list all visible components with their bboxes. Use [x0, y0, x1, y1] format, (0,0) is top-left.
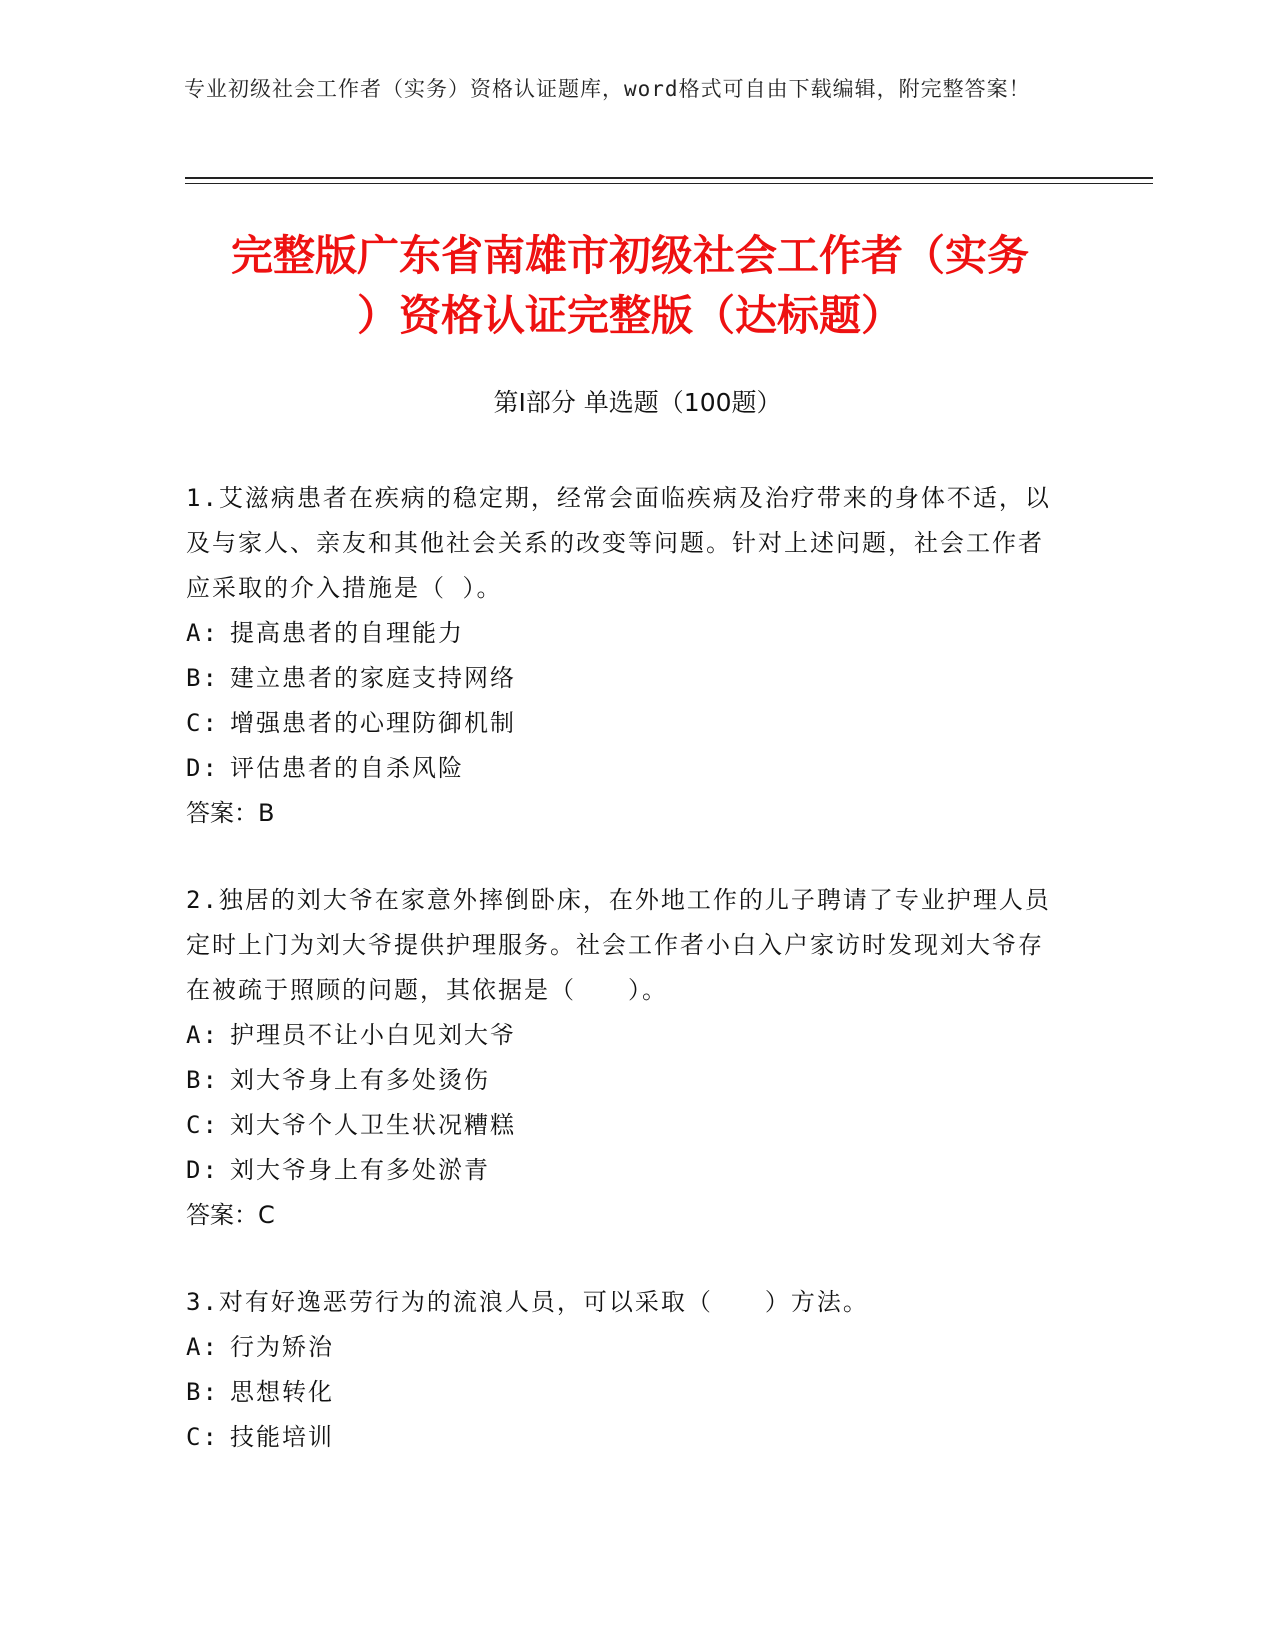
option-letter: B: [186, 1066, 219, 1094]
option-a [186, 1325, 1066, 1370]
option-text: 刘大爷身上有多处烫伤 [230, 1066, 490, 1094]
option-a [186, 611, 1066, 656]
option-letter: B: [186, 664, 219, 692]
option-letter: A: [186, 1021, 219, 1049]
question-3 [186, 1280, 1066, 1460]
answer-line: 答案：B [186, 799, 275, 827]
option-text: 提高患者的自理能力 [230, 619, 464, 647]
option-c [186, 701, 1066, 746]
question-stem: 3.对有好逸恶劳行为的流浪人员，可以采取（ ）方法。 [186, 1288, 869, 1316]
option-c [186, 1103, 1066, 1148]
option-a [186, 1013, 1066, 1058]
option-letter: A: [186, 1333, 219, 1361]
document-title [175, 226, 1085, 346]
option-b [186, 656, 1066, 701]
section-heading: 第Ⅰ部分 单选题（100题） [493, 388, 782, 417]
option-b [186, 1058, 1066, 1103]
option-text: 增强患者的心理防御机制 [230, 709, 516, 737]
option-text: 刘大爷身上有多处淤青 [230, 1156, 490, 1184]
option-b [186, 1370, 1066, 1415]
question-stem: 2.独居的刘大爷在家意外摔倒卧床，在外地工作的儿子聘请了专业护理人员定时上门为刘大爷提供护理服务。社会工作者小白入户家访时发现刘大爷存在被疏于照顾的问题，其依据是（ ）。 [186, 886, 1051, 1004]
option-letter: A: [186, 619, 219, 647]
document-title-line-2: ）资格认证完整版（达标题） [356, 291, 903, 340]
option-letter: C: [186, 1111, 219, 1139]
answer-line: 答案：C [186, 1201, 275, 1229]
option-text: 技能培训 [230, 1423, 334, 1451]
option-letter: B: [186, 1378, 219, 1406]
document-title-line-1: 完整版广东省南雄市初级社会工作者（实务 [230, 231, 1029, 280]
option-text: 评估患者的自杀风险 [230, 754, 464, 782]
option-letter: C: [186, 709, 219, 737]
question-list [186, 476, 1066, 1502]
option-text: 护理员不让小白见刘大爷 [230, 1021, 516, 1049]
option-text: 刘大爷个人卫生状况糟糕 [230, 1111, 516, 1139]
header-note: 专业初级社会工作者（实务）资格认证题库，word格式可自由下载编辑，附完整答案！ [184, 77, 1031, 101]
option-text: 行为矫治 [230, 1333, 334, 1361]
header-divider-thick [185, 177, 1153, 179]
question-1 [186, 476, 1066, 836]
question-stem: 1.艾滋病患者在疾病的稳定期，经常会面临疾病及治疗带来的身体不适，以及与家人、亲友和其他社会关系的改变等问题。针对上述问题，社会工作者应采取的介入措施是（ ）。 [186, 484, 1051, 602]
question-2 [186, 878, 1066, 1238]
option-letter: D: [186, 1156, 219, 1184]
option-text: 建立患者的家庭支持网络 [230, 664, 516, 692]
header-divider-thin [185, 183, 1153, 184]
option-d [186, 746, 1066, 791]
option-c [186, 1415, 1066, 1460]
option-d [186, 1148, 1066, 1193]
option-letter: C: [186, 1423, 219, 1451]
option-text: 思想转化 [230, 1378, 334, 1406]
option-letter: D: [186, 754, 219, 782]
